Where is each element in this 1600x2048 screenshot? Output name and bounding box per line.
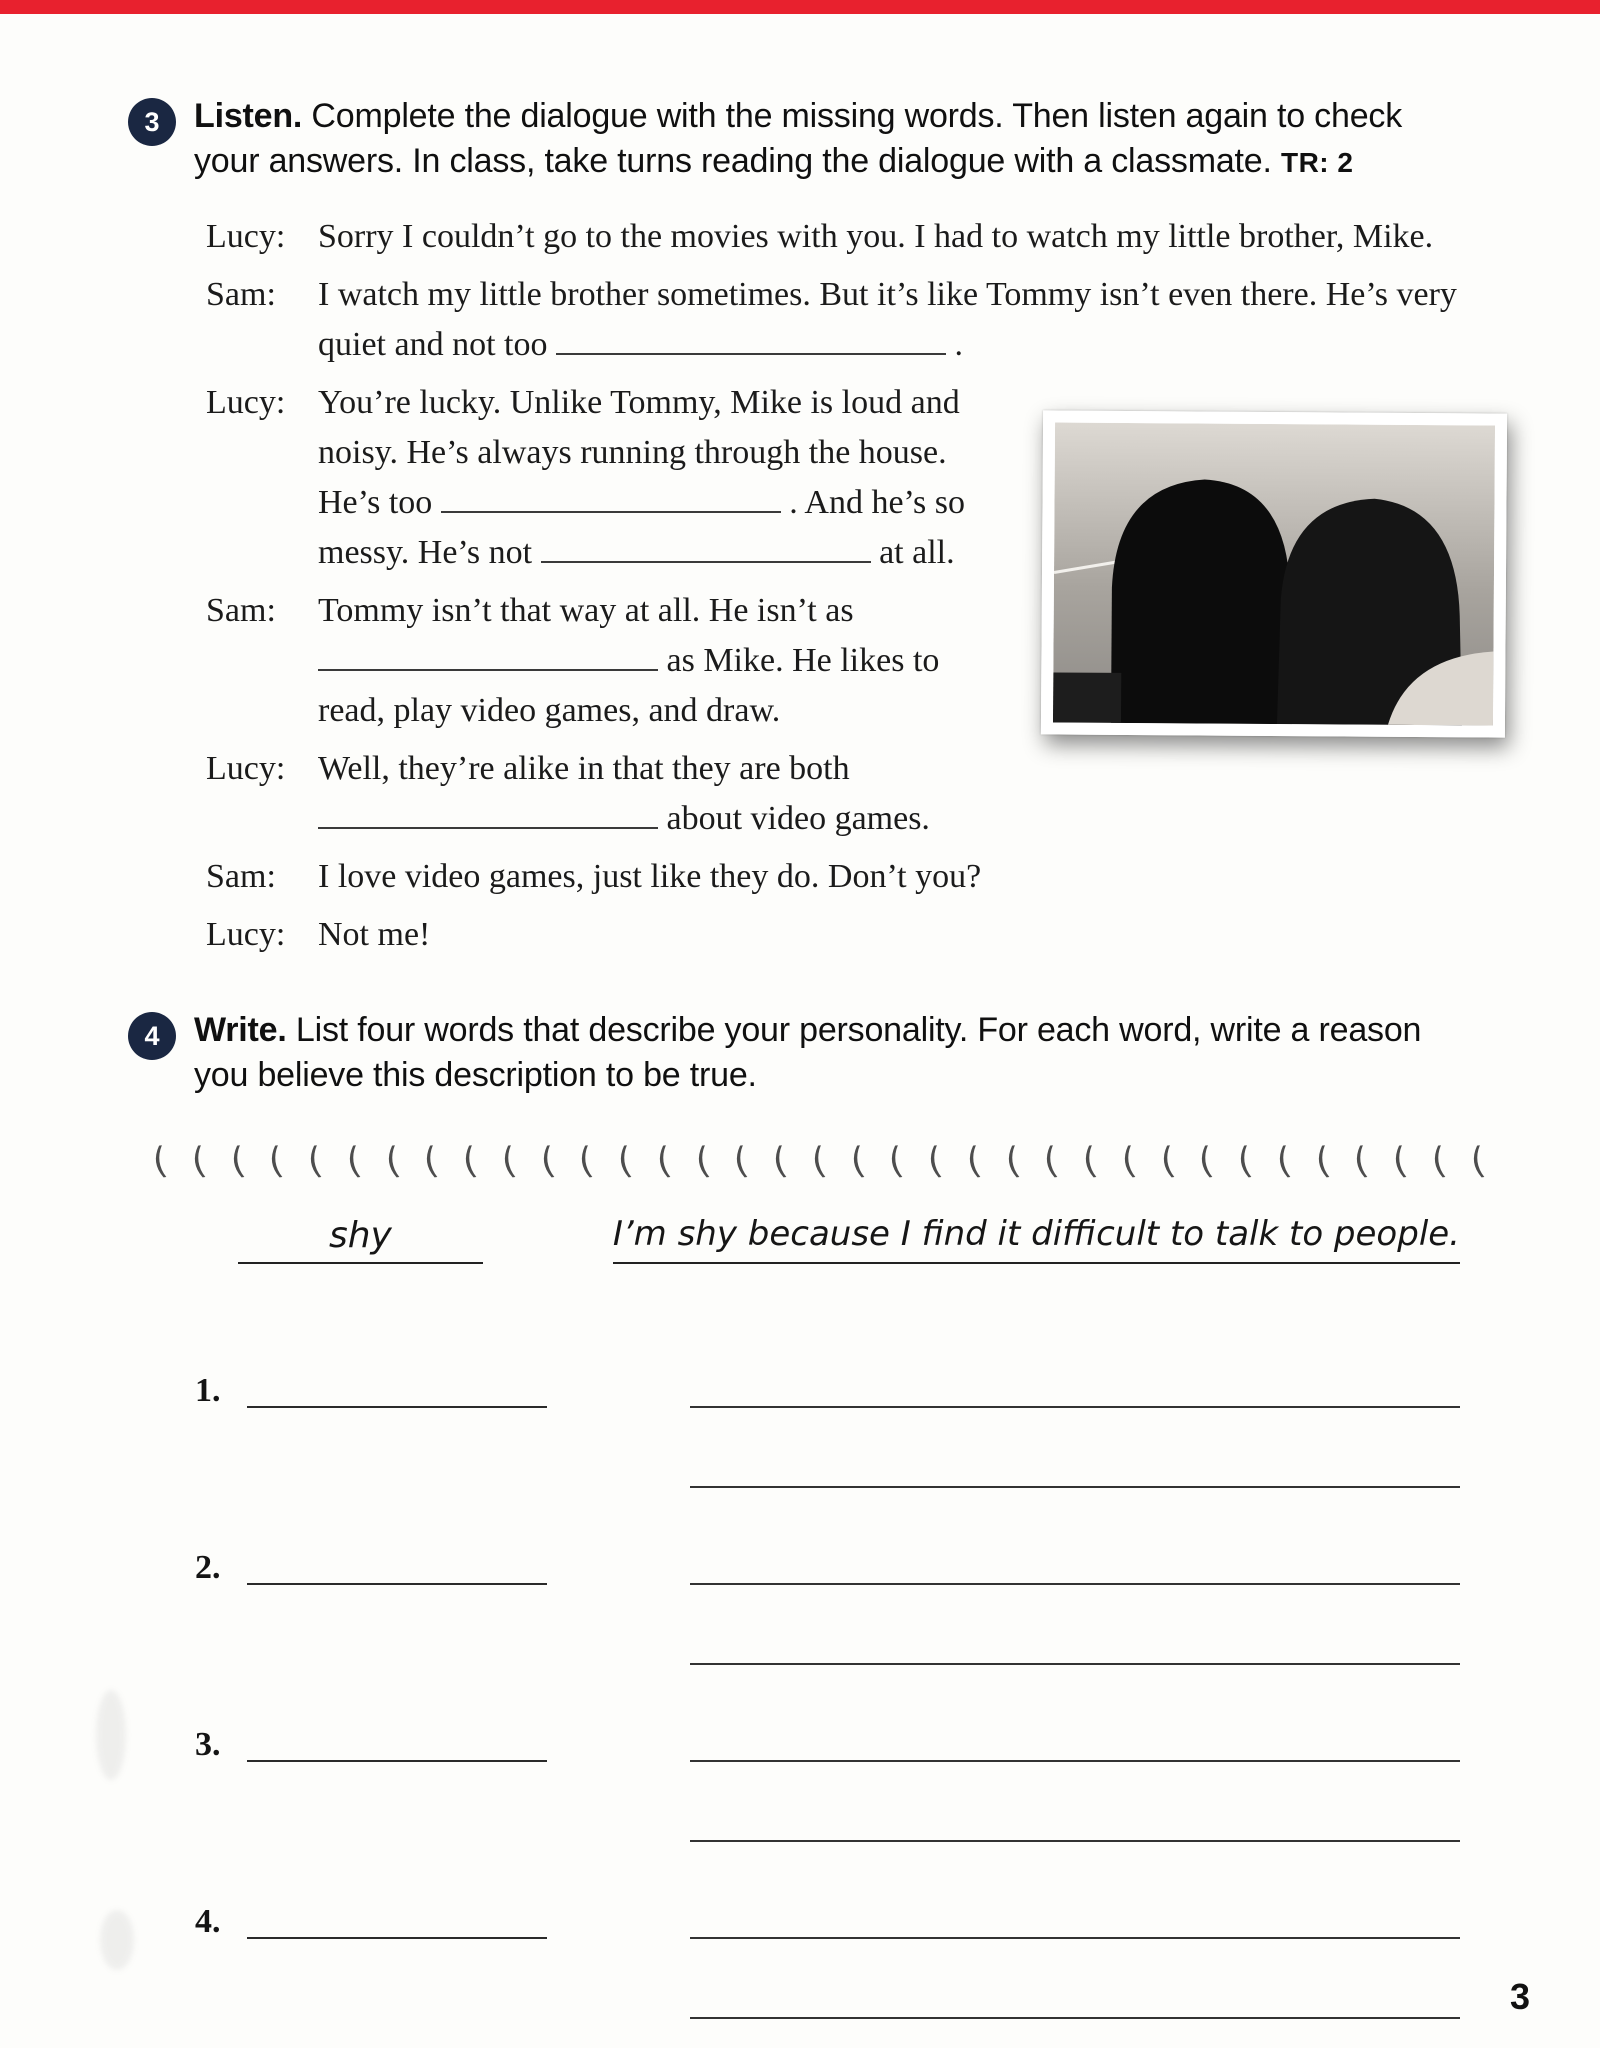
spiral-arc-icon: ( — [1351, 1139, 1372, 1183]
section-title: Write. — [194, 1010, 287, 1049]
write-item-row — [195, 1541, 1485, 1659]
spiral-arc-icon: ( — [653, 1139, 674, 1183]
photo-two-children — [1041, 410, 1507, 737]
instruction-text: List four words that describe your personality. For each word, write a reason you believe this description to be true. — [194, 1010, 1422, 1094]
spiral-arc-icon: ( — [498, 1139, 519, 1183]
spiral-arc-icon: ( — [1467, 1139, 1488, 1183]
spiral-arc-icon: ( — [1312, 1139, 1333, 1183]
audio-track-label: TR: 2 — [1280, 146, 1354, 178]
speaker-label: Sam: — [206, 591, 276, 629]
spiral-arc-icon: ( — [770, 1139, 790, 1183]
page-number: 3 — [1509, 1976, 1530, 2017]
spiral-arc-icon: ( — [1196, 1139, 1217, 1183]
spiral-arc-icon: ( — [692, 1139, 713, 1183]
spiral-arc-icon: ( — [227, 1139, 248, 1183]
page-content — [0, 14, 1488, 2013]
section-listen-header — [128, 94, 1470, 184]
dialogue-text: I watch my little brother sometimes. But it’s like Tommy isn’t even there. He’s very quiet and not too . — [318, 275, 1457, 363]
spiral-arc-icon: ( — [1080, 1139, 1100, 1183]
write-item-row — [195, 1364, 1485, 1482]
dialogue-text: Not me! — [318, 915, 431, 953]
word-answer-line[interactable] — [247, 1718, 547, 1762]
spiral-arc-icon: ( — [925, 1139, 945, 1183]
reason-answer-line[interactable] — [690, 1663, 1460, 1665]
dialogue-turn — [206, 852, 1506, 902]
section-number-badge: 4 — [128, 1012, 176, 1060]
item-number: 2. — [195, 1548, 221, 1586]
top-red-bar — [0, 0, 1600, 14]
spiral-arc-icon: ( — [615, 1139, 635, 1183]
dialogue-blank[interactable] — [318, 819, 658, 829]
spiral-arc-icon: ( — [847, 1139, 868, 1183]
speaker-label: Sam: — [206, 857, 276, 895]
reason-answer-line[interactable] — [690, 1406, 1460, 1408]
spiral-arc-icon: ( — [1273, 1139, 1294, 1183]
spiral-arc-icon: ( — [305, 1139, 325, 1183]
spiral-arc-icon: ( — [188, 1139, 209, 1183]
write-item-row — [195, 1718, 1485, 1836]
spiral-arc-icon: ( — [731, 1139, 752, 1183]
reason-answer-line[interactable] — [690, 1760, 1460, 1762]
spiral-arc-icon: ( — [1235, 1139, 1255, 1183]
dialogue-turn — [206, 270, 1506, 370]
word-answer-line[interactable] — [247, 1364, 547, 1408]
reason-answer-line[interactable] — [690, 1937, 1460, 1939]
section-title: Listen. — [194, 97, 303, 135]
spiral-arc-icon: ( — [576, 1139, 597, 1183]
spiral-binding — [150, 1139, 1488, 1184]
spiral-arc-icon: ( — [382, 1139, 403, 1183]
section-number-badge: 3 — [128, 98, 176, 146]
dialogue-turn — [206, 212, 1506, 262]
section-instructions — [194, 94, 1464, 184]
spiral-arc-icon: ( — [808, 1139, 829, 1183]
item-number: 4. — [195, 1902, 221, 1940]
speaker-label: Sam: — [206, 275, 276, 313]
notebook-area — [150, 1139, 1488, 2013]
spiral-arc-icon: ( — [1157, 1139, 1178, 1183]
example-word: shy — [238, 1215, 483, 1264]
reason-lines — [690, 1541, 1460, 1659]
dialogue-text: Well, they’re alike in that they are both about video games. — [318, 749, 930, 837]
dialogue-blank[interactable] — [541, 553, 871, 563]
reason-lines — [690, 1364, 1460, 1482]
item-number: 3. — [195, 1725, 221, 1763]
reason-answer-line[interactable] — [690, 1486, 1460, 1488]
dialogue-blank[interactable] — [441, 503, 781, 513]
write-items — [153, 1364, 1485, 2013]
speaker-label: Lucy: — [206, 749, 286, 787]
dialogue-blank[interactable] — [556, 345, 946, 355]
example-row — [153, 1214, 1485, 1264]
section-write-header — [128, 1008, 1470, 1098]
section-listen — [128, 94, 1470, 960]
dialogue-blank[interactable] — [318, 661, 658, 671]
reason-lines — [690, 1718, 1460, 1836]
dialogue-text: I love video games, just like they do. Don’t you? — [318, 857, 982, 895]
dialogue-text: Tommy isn’t that way at all. He isn’t as as Mike. He likes to read, play video games, and draw. — [318, 591, 940, 729]
instruction-text: Complete the dialogue with the missing words. Then listen again to check your answers. In class, take turns reading the dialogue with a classmate. — [194, 97, 1403, 180]
photo-illustration — [1053, 422, 1495, 725]
smudge — [100, 1910, 134, 1970]
dialogue-text: You’re lucky. Unlike Tommy, Mike is loud and noisy. He’s always running through the house. He’s too . And he’s so messy. He’s not at all. — [318, 383, 965, 571]
dialogue-turn — [206, 910, 1506, 960]
dialogue-text: Sorry I couldn’t go to the movies with you. I had to watch my little brother, Mike. — [318, 217, 1434, 255]
reason-answer-line[interactable] — [690, 1840, 1460, 1842]
spiral-arc-icon: ( — [343, 1139, 364, 1183]
spiral-arc-icon: ( — [1428, 1139, 1449, 1183]
example-reason: I’m shy because I find it difficult to talk to people. — [613, 1214, 1460, 1264]
write-item-row — [195, 1895, 1485, 2013]
spiral-arc-icon: ( — [963, 1139, 984, 1183]
item-number: 1. — [195, 1371, 221, 1409]
word-answer-line[interactable] — [247, 1895, 547, 1939]
spiral-arc-icon: ( — [266, 1139, 287, 1183]
spiral-arc-icon: ( — [150, 1139, 170, 1183]
reason-lines — [690, 1895, 1460, 2013]
speaker-label: Lucy: — [206, 217, 286, 255]
word-answer-line[interactable] — [247, 1541, 547, 1585]
section-instructions — [194, 1008, 1464, 1098]
dialogue — [206, 212, 1506, 960]
spiral-arc-icon: ( — [886, 1139, 907, 1183]
section-write — [128, 1008, 1488, 2013]
dialogue-turn — [206, 744, 1506, 844]
spiral-arc-icon: ( — [1118, 1139, 1139, 1183]
reason-answer-line[interactable] — [690, 2017, 1460, 2019]
spiral-arc-icon: ( — [421, 1139, 442, 1183]
spiral-arc-icon: ( — [1390, 1139, 1410, 1183]
speaker-label: Lucy: — [206, 383, 286, 421]
reason-answer-line[interactable] — [690, 1583, 1460, 1585]
smudge — [96, 1690, 126, 1780]
spiral-arc-icon: ( — [537, 1139, 558, 1183]
spiral-arc-icon: ( — [1002, 1139, 1023, 1183]
speaker-label: Lucy: — [206, 915, 286, 953]
spiral-arc-icon: ( — [460, 1139, 480, 1183]
spiral-arc-icon: ( — [1041, 1139, 1062, 1183]
